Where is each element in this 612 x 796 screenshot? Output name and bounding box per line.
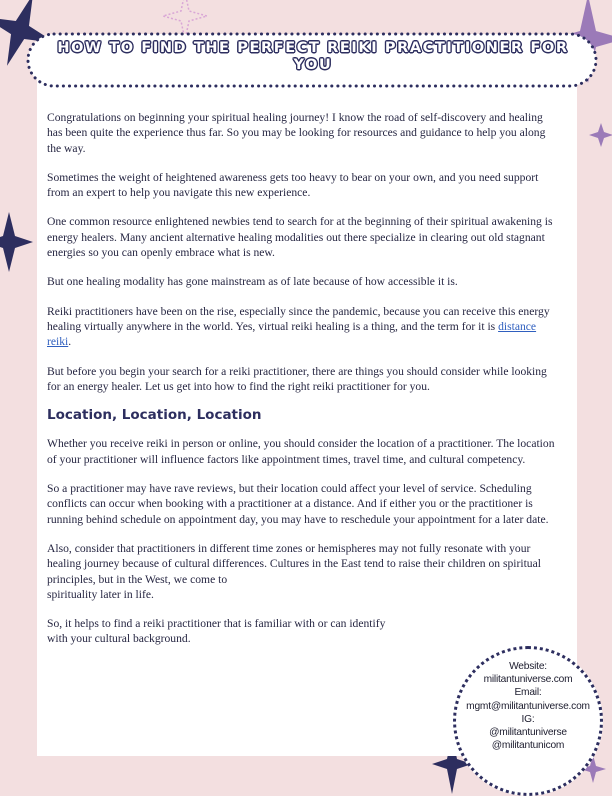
- article-body: [47, 110, 559, 661]
- paragraph: But before you begin your search for a reiki practitioner, there are things you should consider while looking for an energy healer. Let us get into how to find the right reiki practitioner for you.: [47, 364, 547, 393]
- ig-handle: @militantunicom: [491, 740, 565, 752]
- paragraph: One common resource enlightened newbies tend to search for at the beginning of their spiritual awakening is energy healers. Many ancient alternative healing modalities out there specialize in clearing out old stagnant energies so you can openly embrace what is new.: [47, 215, 553, 260]
- email-value: mgmt@militantuniverse.com: [466, 700, 590, 712]
- website-label: Website:: [509, 661, 547, 672]
- contact-badge: [453, 646, 603, 796]
- paragraph-text: spirituality later in life.: [47, 587, 154, 601]
- section-heading: Location, Location, Location: [47, 407, 262, 424]
- distance-reiki-link[interactable]: distance reiki: [47, 319, 537, 349]
- paragraph: Sometimes the weight of heightened awareness gets too heavy to bear on your own, and you need support from an expert to help you navigate this new experience.: [47, 170, 539, 200]
- paragraph: Whether you receive reiki in person or online, you should consider the location of a practitioner. The location of your practitioner will influence factors like appointment times, travel time, and cultural competency.: [47, 437, 555, 466]
- paragraph: But one healing modality has gone mainstream as of late because of how accessible it is.: [47, 275, 458, 289]
- title-banner: [22, 24, 602, 96]
- ig-label: IG:: [521, 713, 535, 725]
- paragraph: [47, 541, 559, 602]
- page-title: HOW TO FIND THE PERFECT REIKI PRACTITIONER FOR YOU: [57, 40, 569, 73]
- email-label: Email:: [514, 687, 542, 699]
- website-value: militantuniverse.com: [483, 674, 573, 686]
- paragraph-text: Also, consider that practitioners in different time zones or hemispheres may not fully resonate with your healing journey because of cultural differences. Cultures in the East tend to raise their children on spiritual principles, but in the West, we come to: [47, 541, 541, 586]
- ig-handle: @militantuniverse: [489, 727, 567, 739]
- paragraph: So a practitioner may have rave reviews, but their location could affect your level of service. Scheduling conflicts can occur when booking with a practitioner at a distance. And if either you or the practitioner is running behind schedule on appointment day, you may have to reschedule your appointment for a later date.: [47, 482, 549, 526]
- navy-star-left-icon: [0, 210, 34, 274]
- paragraph-text: .: [68, 335, 72, 349]
- paragraph-text: Reiki practitioners have been on the rise, especially since the pandemic, because you can receive this energy healing virtually anywhere in the world. Yes, virtual reiki healing is a thing, and the term for it is: [47, 304, 550, 333]
- paragraph: So, it helps to find a reiki practitioner that is familiar with or can identify with your cultural background.: [47, 617, 386, 646]
- paragraph: Congratulations on beginning your spiritual healing journey! I know the road of self-discovery and healing has been quite the experience thus far. So you may be looking for resources and guidance to help you along the way.: [47, 111, 546, 155]
- paragraph-with-link: [47, 304, 559, 350]
- purple-star-right-icon: [588, 122, 612, 148]
